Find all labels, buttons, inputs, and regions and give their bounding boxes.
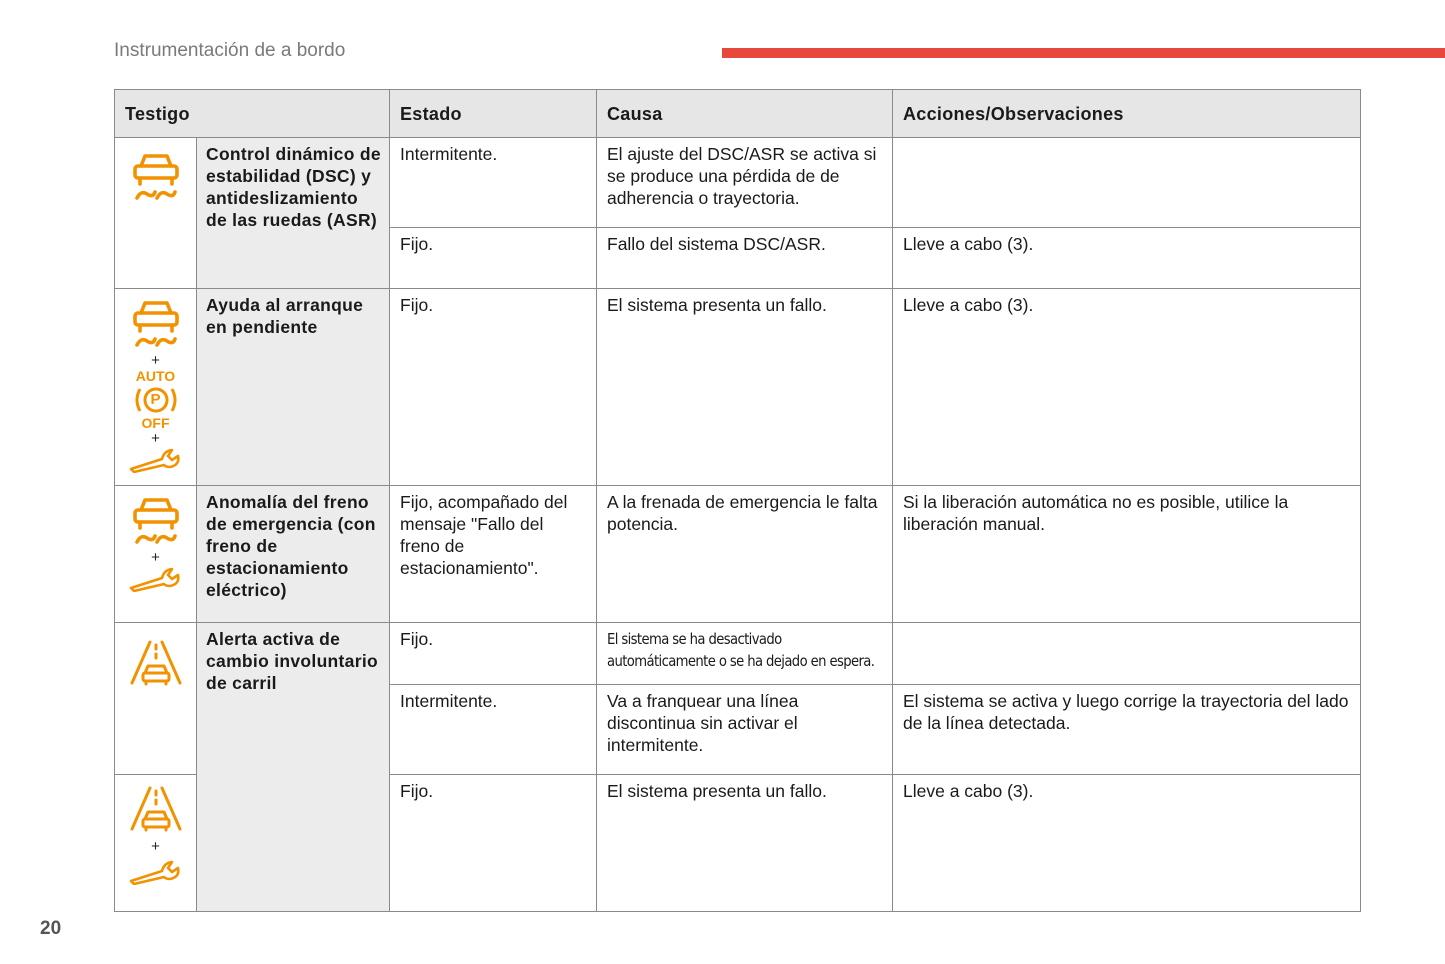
lane-departure-icon — [128, 639, 184, 687]
hill-acciones: Lleve a cabo (3). — [893, 289, 1361, 485]
table-header-row — [115, 90, 1361, 138]
header-title: Instrumentación de a bordo — [114, 40, 346, 61]
table-row — [115, 623, 1361, 685]
dsc-acciones-2: Lleve a cabo (3). — [893, 228, 1361, 289]
off-label: OFF — [141, 415, 170, 432]
plus-sign: + — [151, 352, 160, 370]
plus-sign: + — [151, 837, 160, 855]
lane-icon-cell-1 — [115, 623, 197, 774]
brake-causa: A la frenada de emergencia le falta potencia. — [597, 485, 893, 622]
dsc-icon-cell — [115, 138, 197, 289]
dsc-estado-1: Intermitente. — [390, 138, 597, 228]
lane-acciones-1 — [893, 623, 1361, 685]
lane-departure-icon — [128, 785, 184, 833]
header-causa: Causa — [597, 90, 893, 138]
page-number: 20 — [40, 918, 62, 939]
dsc-causa-2: Fallo del sistema DSC/ASR. — [597, 228, 893, 289]
hill-name: Ayuda al arranque en pendiente — [197, 289, 390, 485]
stability-control-icon — [129, 492, 183, 550]
p-label: P — [150, 391, 161, 409]
brake-icon-cell — [115, 485, 197, 622]
table-row — [115, 485, 1361, 622]
auto-park-off-icon — [132, 369, 180, 431]
header-estado: Estado — [390, 90, 597, 138]
stability-control-icon — [129, 148, 183, 206]
lane-estado-2: Intermitente. — [390, 685, 597, 774]
hill-estado: Fijo. — [390, 289, 597, 485]
wrench-icon — [128, 566, 184, 592]
lane-acciones-2: El sistema se activa y luego corrige la trayectoria del lado de la línea detectada. — [893, 685, 1361, 774]
warning-lights-table — [114, 89, 1361, 912]
plus-sign: + — [151, 430, 160, 448]
lane-causa-3: El sistema presenta un fallo. — [597, 774, 893, 911]
lane-causa-1 — [597, 623, 893, 685]
brake-name: Anomalía del freno de emergencia (con freno de estacionamiento eléctrico) — [197, 485, 390, 622]
hill-causa: El sistema presenta un fallo. — [597, 289, 893, 485]
auto-label: AUTO — [135, 368, 176, 385]
lane-icon-cell-2 — [115, 774, 197, 911]
lane-acciones-3: Lleve a cabo (3). — [893, 774, 1361, 911]
table-row — [115, 138, 1361, 228]
dsc-name: Control dinámico de estabilidad (DSC) y antideslizamiento de las ruedas (ASR) — [197, 138, 390, 289]
brake-estado: Fijo, acompañado del mensaje "Fallo del freno de estacionamiento". — [390, 485, 597, 622]
header-testigo: Testigo — [115, 90, 390, 138]
brake-acciones: Si la liberación automática no es posible, utilice la liberación manual. — [893, 485, 1361, 622]
dsc-estado-2: Fijo. — [390, 228, 597, 289]
dsc-causa-1: El ajuste del DSC/ASR se activa si se produce una pérdida de de adherencia o trayectoria. — [597, 138, 893, 228]
header-accent-bar — [722, 48, 1445, 58]
stability-control-icon — [129, 295, 183, 353]
lane-causa-1-text: El sistema se ha desactivado automáticamente o se ha dejado en espera. — [607, 630, 875, 671]
lane-causa-2: Va a franquear una línea discontinua sin activar el intermitente. — [597, 685, 893, 774]
dsc-acciones-1 — [893, 138, 1361, 228]
table-row — [115, 289, 1361, 485]
lane-estado-3: Fijo. — [390, 774, 597, 911]
hill-icon-cell — [115, 289, 197, 485]
header-acciones: Acciones/Observaciones — [893, 90, 1361, 138]
lane-estado-1: Fijo. — [390, 623, 597, 685]
lane-name: Alerta activa de cambio involuntario de carril — [197, 623, 390, 912]
plus-sign: + — [151, 548, 160, 566]
wrench-icon — [128, 859, 184, 885]
wrench-icon — [128, 447, 184, 473]
